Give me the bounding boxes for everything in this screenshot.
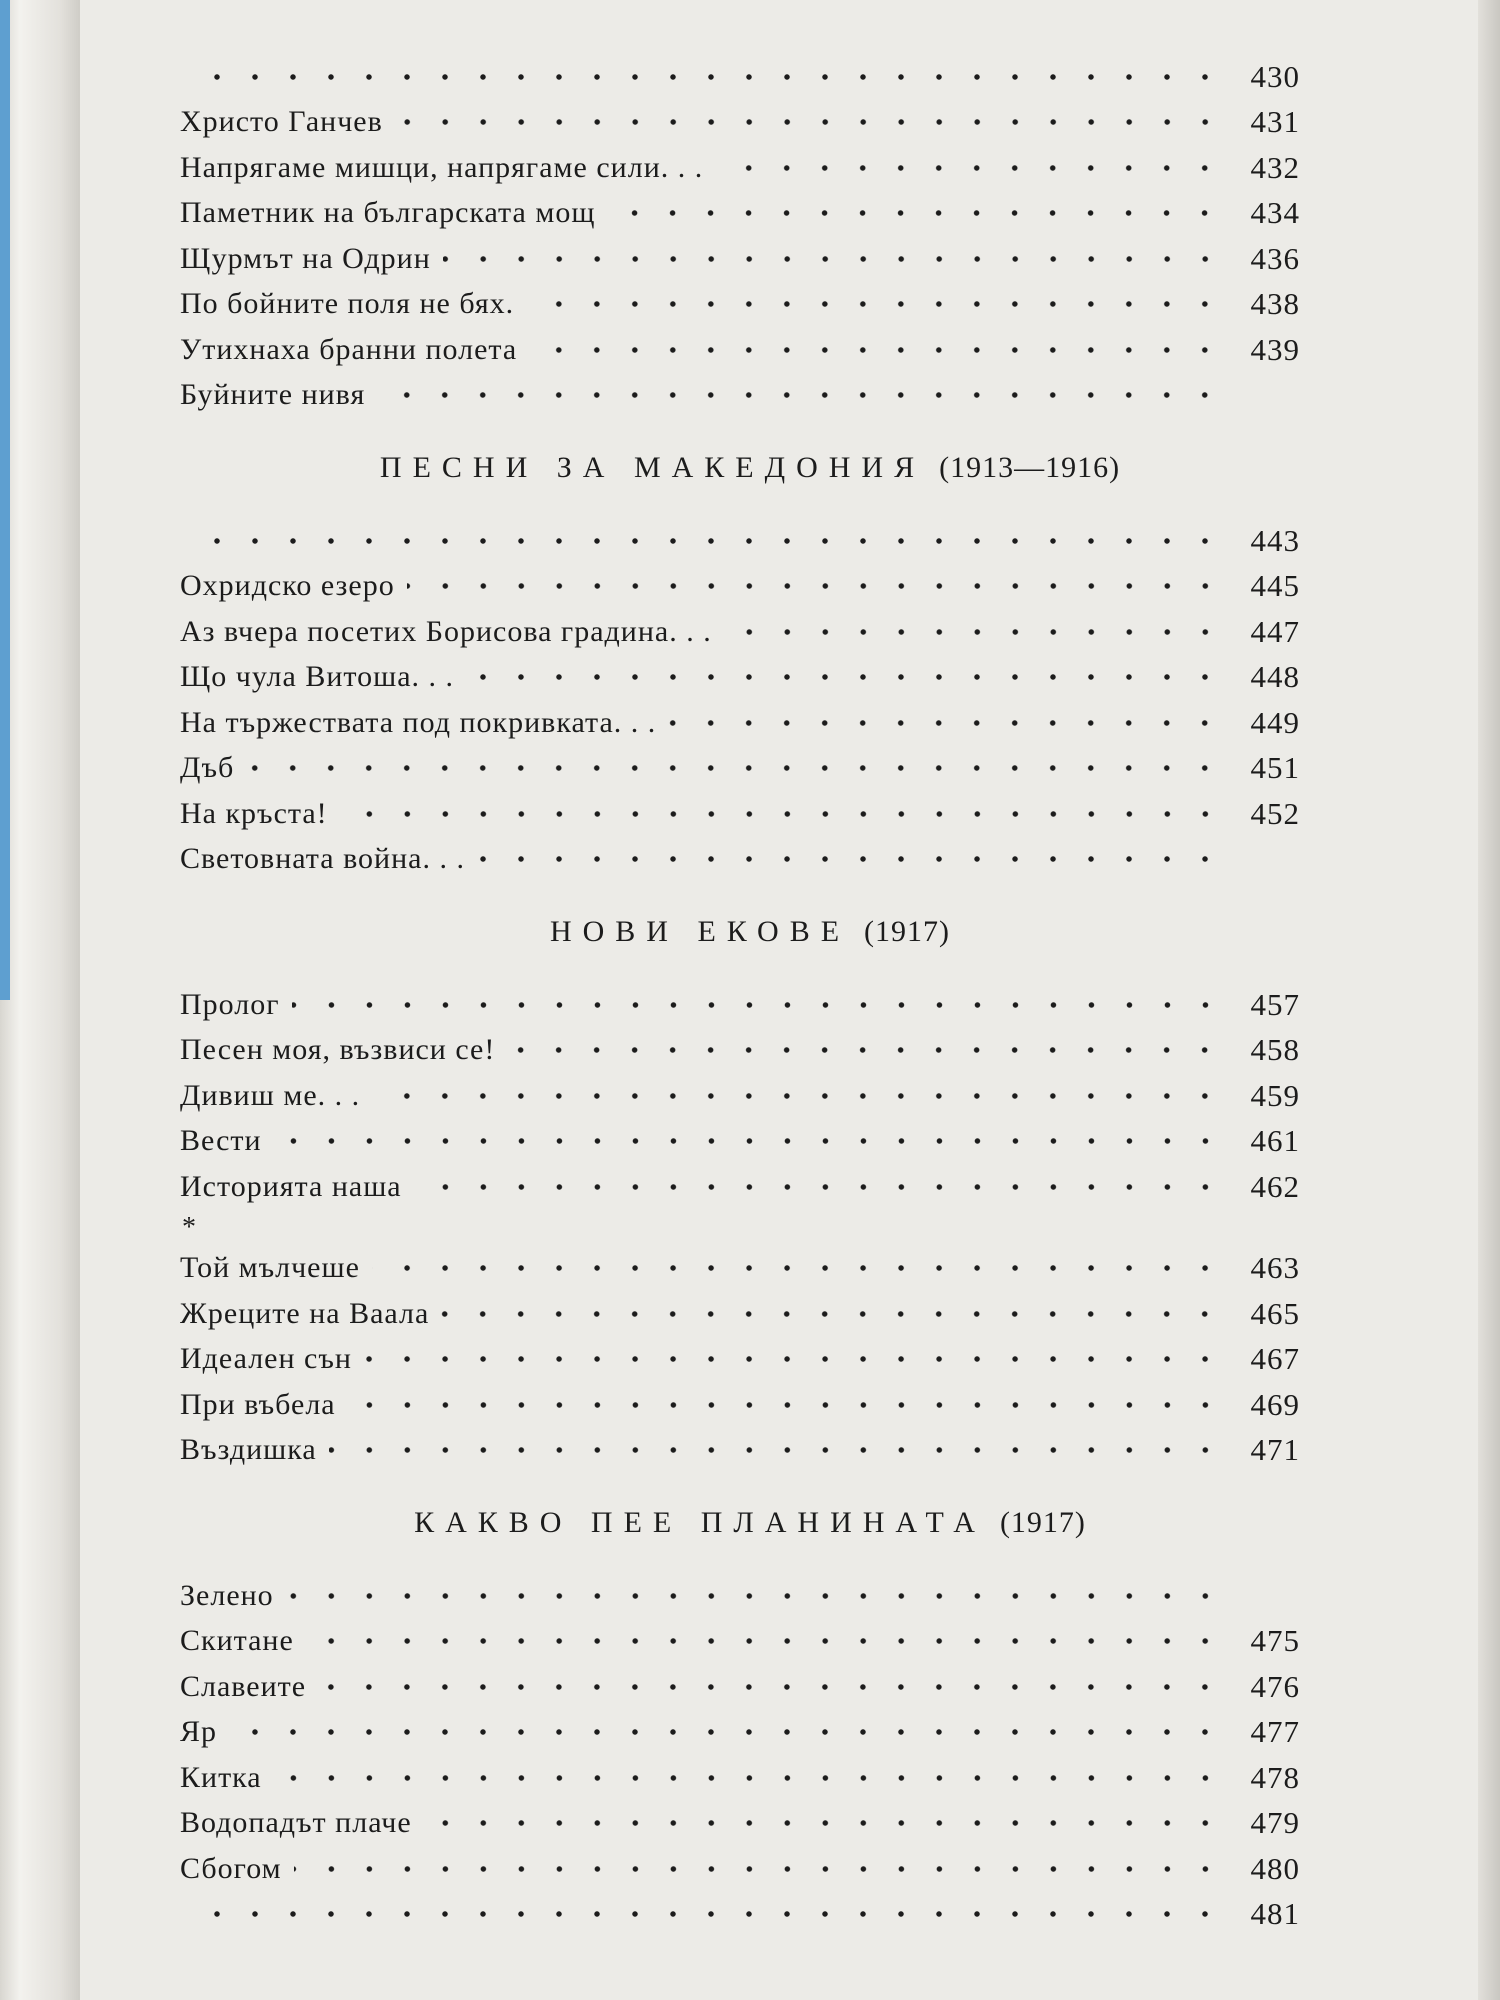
toc-entry — [180, 1801, 1300, 1847]
toc-entry — [180, 1892, 1300, 1938]
toc-entry — [180, 837, 1300, 883]
dot-leader — [372, 1090, 1224, 1102]
toc-entry-page: 478 — [1250, 1759, 1300, 1795]
toc-entry-title: Утихнаха бранни полета — [180, 332, 518, 366]
toc-entry-title: Дъб — [180, 751, 235, 785]
toc-entry-page: 471 — [1250, 1432, 1300, 1468]
dot-leader — [466, 671, 1224, 683]
toc-entry — [180, 791, 1300, 837]
dot-leader — [294, 1863, 1224, 1875]
dot-leader — [246, 762, 1224, 774]
dot-leader — [286, 1590, 1224, 1602]
dot-leader — [318, 1681, 1224, 1693]
toc-entry-page: 459 — [1250, 1077, 1300, 1113]
dot-leader — [192, 1908, 1224, 1920]
toc-entry — [180, 1337, 1300, 1383]
section-title: ПЕСНИ ЗА МАКЕДОНИЯ — [379, 451, 926, 484]
toc-entry-page: 463 — [1250, 1250, 1300, 1286]
dot-leader — [192, 71, 1224, 83]
toc-entry — [180, 1164, 1300, 1210]
toc-entry — [180, 54, 1300, 100]
toc-entry — [180, 327, 1300, 373]
book-cover-edge — [0, 0, 10, 1000]
toc-entry — [180, 982, 1300, 1028]
section-title: КАКВО ПЕЕ ПЛАНИНАТА — [414, 1506, 986, 1539]
toc-entry-page: 477 — [1250, 1714, 1300, 1750]
dot-leader — [340, 808, 1224, 820]
toc-entry-page: 479 — [1250, 1805, 1300, 1841]
section-years: (1917) — [864, 915, 951, 948]
section-title: НОВИ ЕКОВЕ — [549, 915, 851, 948]
dot-leader — [292, 999, 1224, 1011]
page-edge — [1478, 0, 1500, 2000]
toc-entry-page: 457 — [1250, 986, 1300, 1022]
toc-entry-title: Христо Ганчев — [180, 105, 383, 139]
dot-leader — [414, 1181, 1224, 1193]
dot-leader — [274, 1772, 1224, 1784]
toc-entry-page: 438 — [1250, 286, 1300, 322]
toc-entry-page: 458 — [1250, 1032, 1300, 1068]
toc-entry-title: По бойните поля не бях. — [180, 287, 515, 321]
toc-entry — [180, 1664, 1300, 1710]
toc-entry — [180, 1382, 1300, 1428]
toc-entry-page: 465 — [1250, 1295, 1300, 1331]
toc-entry — [180, 1291, 1300, 1337]
toc-entry — [180, 518, 1300, 564]
dot-leader — [348, 1399, 1224, 1411]
toc-entry-page: 480 — [1250, 1850, 1300, 1886]
toc-entry-title: Напрягаме мишци, напрягаме сили. . . — [180, 150, 704, 184]
dot-leader — [477, 853, 1224, 865]
dot-leader — [529, 344, 1224, 356]
dot-leader — [724, 626, 1224, 638]
toc-entry-title: Китка — [180, 1760, 262, 1794]
toc-entry-page: 443 — [1250, 522, 1300, 558]
toc-entry-title: Вести — [180, 1124, 262, 1158]
toc-entry-page: 476 — [1250, 1668, 1300, 1704]
toc-entry-page: 462 — [1250, 1168, 1300, 1204]
section-years: (1917) — [999, 1506, 1086, 1539]
dot-leader — [377, 389, 1224, 401]
toc-entry-page: 439 — [1250, 331, 1300, 367]
toc-entry — [180, 282, 1300, 328]
toc-entry-title: Яр — [180, 1715, 218, 1749]
toc-entry — [180, 655, 1300, 701]
toc-entry-title: На кръста! — [180, 796, 328, 830]
toc-entry — [180, 1573, 1300, 1619]
toc-entry-title: Зелено — [180, 1578, 274, 1612]
toc-entry — [180, 100, 1300, 146]
toc-entry-page: 447 — [1250, 613, 1300, 649]
toc-entry — [180, 236, 1300, 282]
toc-entry-page: 467 — [1250, 1341, 1300, 1377]
toc-entry-page: 430 — [1250, 58, 1300, 94]
dot-leader — [507, 1044, 1224, 1056]
toc-entry — [180, 145, 1300, 191]
dot-leader — [395, 116, 1224, 128]
dot-leader — [372, 1262, 1224, 1274]
toc-entry-title: Скитане — [180, 1624, 294, 1658]
toc-entry-page: 481 — [1250, 1896, 1300, 1932]
toc-entry — [180, 1710, 1300, 1756]
toc-entry-page: 445 — [1250, 568, 1300, 604]
toc-entry-title: Сбогом — [180, 1851, 282, 1885]
toc-entry-title: Световната война. . . — [180, 842, 465, 876]
toc-entry — [180, 191, 1300, 237]
dot-leader — [668, 717, 1224, 729]
dot-leader — [329, 1444, 1224, 1456]
toc-entry-title: Паметник на българската мощ — [180, 196, 596, 230]
toc-entry — [180, 1246, 1300, 1292]
toc-entry-title: Пролог — [180, 987, 280, 1021]
toc-entry-title: Що чула Витоша. . . — [180, 660, 455, 694]
dot-leader — [443, 253, 1224, 265]
toc-entry-title: Славеите — [180, 1669, 307, 1703]
section-heading — [180, 418, 1300, 518]
toc-entry-page: 431 — [1250, 104, 1300, 140]
toc-entry-title: Охридско езеро — [180, 569, 395, 603]
toc-entry-page: 448 — [1250, 659, 1300, 695]
toc-entry — [180, 1428, 1300, 1474]
toc-entry — [180, 1028, 1300, 1074]
toc-entry-page: 449 — [1250, 704, 1300, 740]
dot-leader — [526, 298, 1224, 310]
toc-entry-page: 475 — [1250, 1623, 1300, 1659]
toc-entry-page: 461 — [1250, 1123, 1300, 1159]
toc-entry-page: 432 — [1250, 149, 1300, 185]
toc-entry-title: Аз вчера посетих Борисова градина. . . — [180, 614, 712, 648]
toc-entry-title: При въбела — [180, 1387, 336, 1421]
dot-leader — [364, 1353, 1224, 1365]
section-divider-asterisk: * — [182, 1211, 196, 1243]
toc-entry — [180, 700, 1300, 746]
table-of-contents-page — [180, 30, 1300, 1937]
dot-leader — [424, 1817, 1224, 1829]
toc-entry — [180, 746, 1300, 792]
dot-leader — [715, 162, 1224, 174]
toc-entry-title: Щурмът на Одрин — [180, 241, 431, 275]
toc-entry — [180, 1755, 1300, 1801]
toc-entry-page: 469 — [1250, 1386, 1300, 1422]
dot-leader — [274, 1135, 1224, 1147]
toc-entry-page: 451 — [1250, 750, 1300, 786]
toc-entry — [180, 1073, 1300, 1119]
toc-entry-page: 434 — [1250, 195, 1300, 231]
dot-leader — [441, 1308, 1224, 1320]
toc-entry-title: Дивиш ме. . . — [180, 1078, 361, 1112]
section-years: (1913—1916) — [939, 451, 1121, 484]
toc-entry-title: Той мълчеше — [180, 1251, 360, 1285]
dot-leader — [407, 580, 1224, 592]
toc-entry-page: 436 — [1250, 240, 1300, 276]
toc-entry — [180, 373, 1300, 419]
toc-entry-page: 452 — [1250, 795, 1300, 831]
toc-entry — [180, 1619, 1300, 1665]
toc-entry-title: Въздишка — [180, 1433, 317, 1467]
top-spacer — [180, 30, 1300, 54]
dot-leader — [607, 207, 1224, 219]
toc-entry-title: Историята наша — [180, 1169, 402, 1203]
toc-entry-title: Идеален сън — [180, 1342, 352, 1376]
toc-entry-title: Жреците на Ваала — [180, 1296, 430, 1330]
toc-entry — [180, 1846, 1300, 1892]
dot-leader — [229, 1726, 1224, 1738]
toc-entry-title: Буйните нивя — [180, 378, 366, 412]
section-heading — [180, 882, 1300, 982]
book-gutter — [0, 0, 80, 2000]
toc-entry — [180, 564, 1300, 610]
section-heading — [180, 1473, 1300, 1573]
toc-entry-title: Песен моя, възвиси се! — [180, 1033, 496, 1067]
toc-entry — [180, 1119, 1300, 1165]
dot-leader — [192, 535, 1224, 547]
toc-entry — [180, 609, 1300, 655]
toc-entry-title: На тържествата под покривката. . . — [180, 705, 657, 739]
dot-leader — [306, 1635, 1224, 1647]
toc-entry-title: Водопадът плаче — [180, 1806, 412, 1840]
